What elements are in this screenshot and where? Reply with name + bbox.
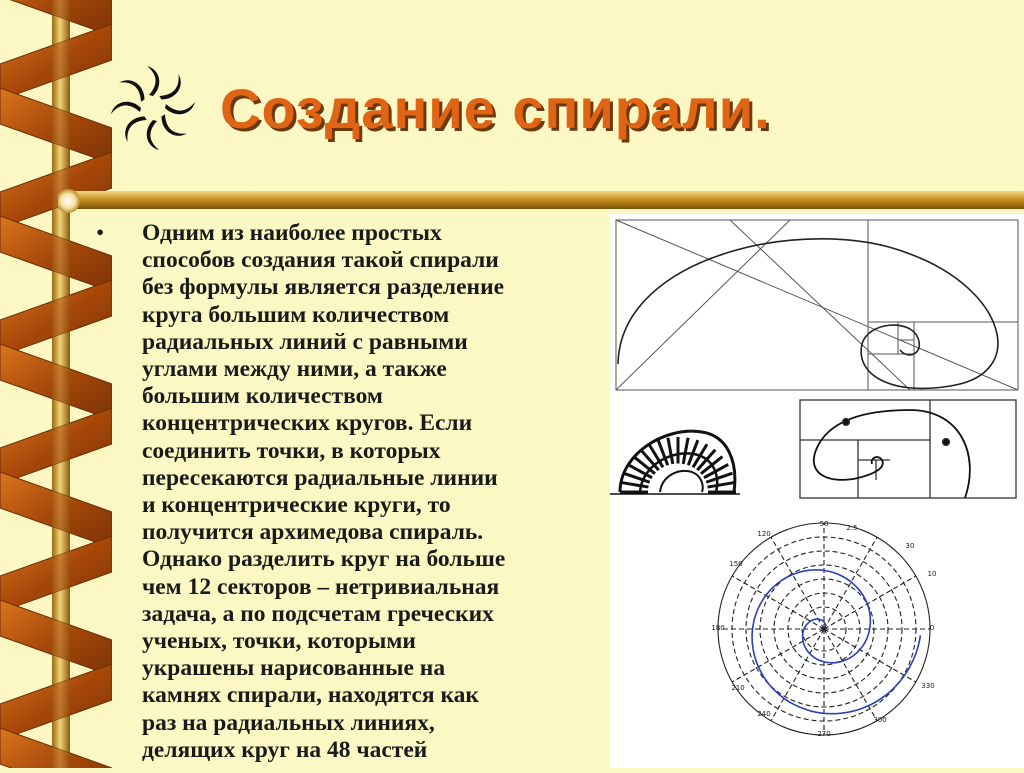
polar-label: 150 xyxy=(729,560,743,568)
polar-label: 120 xyxy=(757,530,771,538)
polar-label: 240 xyxy=(757,710,771,718)
polar-label: 50 xyxy=(819,520,829,528)
polar-label: 180 xyxy=(711,624,725,632)
grid-spiral-figure xyxy=(800,400,1016,498)
polar-label: 0 xyxy=(929,624,935,632)
ammonite-shell-figure xyxy=(610,431,740,494)
polar-label: 10 xyxy=(927,570,937,578)
polar-label: 210 xyxy=(731,684,745,692)
golden-spiral-figure xyxy=(616,220,1018,390)
figures-panel xyxy=(610,214,1024,768)
polar-label: 30 xyxy=(905,542,915,550)
bullet-marker: • xyxy=(96,220,105,246)
bullet-paragraph xyxy=(96,220,596,764)
title-row xyxy=(108,58,771,158)
polar-label: 2.5 xyxy=(846,524,858,532)
polar-label: 330 xyxy=(921,682,935,690)
polar-label: 270 xyxy=(817,730,831,738)
body-text: Одним из наиболее простых способов создания такой спирали без формулы является разделение круга большим количеством радиальных линий с равными углами между ними, а также большим количеством концентрических кругов. Если соединить точки, в которых пересекаются радиальные линии и концентрические круги, то получится архимедова спираль. Однако разделить круг на больше чем 12 секторов – нетривиальная задача, а по подсчетам греческих ученых, точки, которыми украшены нарисованные на камнях спирали, находятся как раз на радиальных линиях, делящих круг на 48 частей xyxy=(142,220,506,763)
spiral-figures xyxy=(610,214,1024,768)
polar-grid-figure xyxy=(711,520,936,738)
title-divider-bar xyxy=(58,188,1024,214)
swirl-logo-icon xyxy=(108,63,198,153)
polar-label: 300 xyxy=(873,716,887,724)
slide-title: Создание спирали. xyxy=(220,76,771,140)
